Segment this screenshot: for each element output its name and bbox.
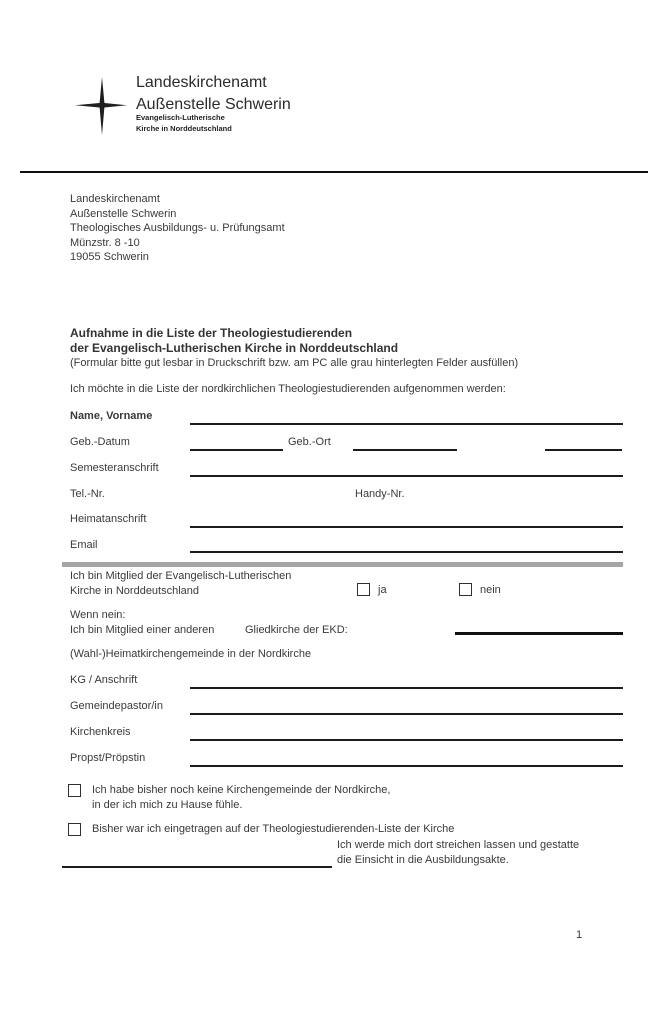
pastor-input-line[interactable] bbox=[190, 713, 623, 715]
form-title-line1: Aufnahme in die Liste der Theologiestudierenden bbox=[70, 326, 353, 340]
propst-label: Propst/Pröpstin bbox=[70, 752, 146, 764]
ekd-label: Gliedkirche der EKD: bbox=[245, 624, 348, 636]
email-label: Email bbox=[70, 539, 98, 551]
sender-line: Theologisches Ausbildungs- u. Prüfungsamt bbox=[70, 222, 285, 234]
birth-place-label: Geb.-Ort bbox=[288, 436, 331, 448]
header-divider bbox=[20, 171, 648, 173]
membership-question-line2: Kirche in Norddeutschland bbox=[70, 585, 200, 597]
birth-place-input-line[interactable] bbox=[353, 449, 457, 451]
membership-question-line1: Ich bin Mitglied der Evangelisch-Lutherischen bbox=[70, 570, 292, 582]
form-title-note: (Formular bitte gut lesbar in Druckschrift bzw. am PC alle grau hinterlegten Felder ausfüllen) bbox=[70, 357, 519, 369]
home-address-input-line[interactable] bbox=[190, 526, 623, 528]
mobile-label: Handy-Nr. bbox=[355, 488, 405, 500]
propst-input-line[interactable] bbox=[190, 765, 623, 767]
sender-line: Landeskirchenamt bbox=[70, 193, 160, 205]
page-number: 1 bbox=[576, 929, 583, 941]
previous-church-input-line[interactable] bbox=[62, 866, 332, 868]
no-parish-line1: Ich habe bisher noch keine Kirchengemeinde der Nordkirche, bbox=[92, 784, 391, 796]
sender-line: Außenstelle Schwerin bbox=[70, 207, 177, 220]
tel-label: Tel.-Nr. bbox=[70, 488, 105, 500]
section-divider-gray bbox=[62, 562, 623, 567]
nein-checkbox[interactable] bbox=[459, 583, 472, 596]
if-no-label: Wenn nein: bbox=[70, 609, 126, 621]
ja-label: ja bbox=[378, 584, 387, 596]
logo-sub-line2: Kirche in Norddeutschland bbox=[136, 124, 232, 133]
logo-sub-line1: Evangelisch-Lutherische bbox=[136, 113, 225, 122]
email-input-line[interactable] bbox=[190, 551, 623, 553]
nein-label: nein bbox=[480, 584, 501, 596]
form-title-line2: der Evangelisch-Lutherischen Kirche in Norddeutschland bbox=[70, 341, 399, 355]
logo-org-line1: Landeskirchenamt bbox=[136, 74, 267, 91]
semester-address-label: Semesteranschrift bbox=[70, 462, 159, 474]
birth-extra-input-line[interactable] bbox=[545, 449, 622, 451]
birth-date-label: Geb.-Datum bbox=[70, 436, 130, 448]
intro-sentence: Ich möchte in die Liste der nordkirchlichen Theologiestudierenden aufgenommen werden: bbox=[70, 383, 506, 395]
kg-label: KG / Anschrift bbox=[70, 674, 138, 686]
no-parish-line2: in der ich mich zu Hause fühle. bbox=[92, 799, 243, 811]
birth-date-input-line[interactable] bbox=[190, 449, 283, 451]
nordkirche-cross-icon bbox=[75, 77, 127, 135]
name-input-line[interactable] bbox=[190, 423, 623, 425]
parish-heading: (Wahl-)Heimatkirchengemeinde in der Nordkirche bbox=[70, 648, 312, 660]
home-address-label: Heimatanschrift bbox=[70, 513, 147, 525]
kirchenkreis-label: Kirchenkreis bbox=[70, 726, 131, 738]
kg-input-line[interactable] bbox=[190, 687, 623, 689]
semester-address-input-line[interactable] bbox=[190, 475, 623, 477]
no-parish-checkbox[interactable] bbox=[68, 784, 81, 797]
ekd-input-line[interactable] bbox=[455, 632, 623, 635]
name-label: Name, Vorname bbox=[70, 410, 153, 422]
other-member-label: Ich bin Mitglied einer anderen bbox=[70, 624, 215, 636]
previous-list-text: Bisher war ich eingetragen auf der Theologiestudierenden-Liste der Kirche bbox=[92, 823, 455, 835]
ja-checkbox[interactable] bbox=[357, 583, 370, 596]
sender-line: Münzstr. 8 -10 bbox=[70, 236, 140, 249]
kirchenkreis-input-line[interactable] bbox=[190, 739, 623, 741]
remove-line1: Ich werde mich dort streichen lassen und gestatte bbox=[337, 839, 580, 851]
previous-list-checkbox[interactable] bbox=[68, 823, 81, 836]
pastor-label: Gemeindepastor/in bbox=[70, 700, 163, 712]
sender-line: 19055 Schwerin bbox=[70, 251, 149, 263]
remove-line2: die Einsicht in die Ausbildungsakte. bbox=[337, 854, 509, 866]
logo-org-line2: Außenstelle Schwerin bbox=[136, 96, 291, 113]
